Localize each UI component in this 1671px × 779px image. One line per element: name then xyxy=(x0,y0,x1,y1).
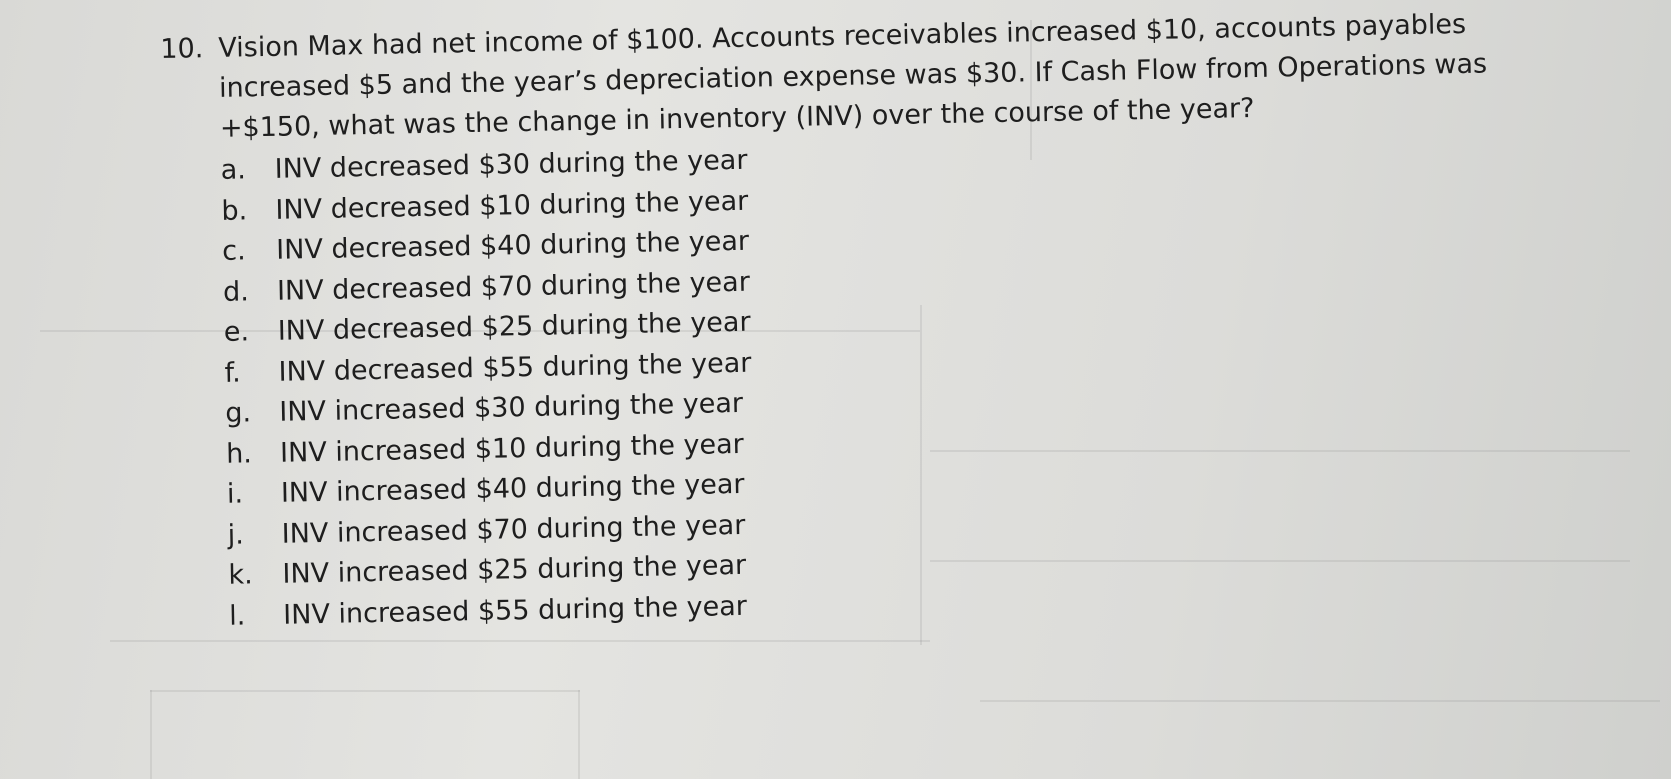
question-number: 10. xyxy=(160,33,204,65)
answer-options-list xyxy=(162,125,1571,638)
option-text: INV increased $30 during the year xyxy=(279,387,744,428)
option-text: INV decreased $55 during the year xyxy=(278,347,752,388)
option-letter: b. xyxy=(221,194,248,227)
option-text: INV increased $55 during the year xyxy=(282,590,748,631)
question-stem-line: Vision Max had net income of $100. Accounts receivables increased $10, accounts payables xyxy=(218,8,1467,64)
option-letter: c. xyxy=(221,235,246,267)
option-letter: a. xyxy=(220,154,247,186)
option-text: INV increased $70 during the year xyxy=(281,509,746,550)
question-stem-line: +$150, what was the change in inventory (INV) over the course of the year? xyxy=(219,93,1255,144)
question-stem-line: increased $5 and the year’s depreciation expense was $30. If Cash Flow from Operations was xyxy=(218,48,1488,104)
option-letter: g. xyxy=(225,397,252,429)
question-block xyxy=(160,3,1571,638)
option-text: INV decreased $70 during the year xyxy=(276,266,751,307)
bleed-through-line xyxy=(980,700,1660,702)
option-text: INV increased $25 during the year xyxy=(282,549,747,590)
option-text: INV decreased $10 during the year xyxy=(275,185,749,226)
bleed-through-line xyxy=(578,690,580,779)
option-letter: i. xyxy=(226,478,244,510)
option-letter: f. xyxy=(224,357,242,389)
option-letter: l. xyxy=(228,599,246,632)
bleed-through-line xyxy=(150,690,152,779)
option-letter: h. xyxy=(225,437,253,470)
bleed-through-line xyxy=(150,690,580,692)
option-letter: d. xyxy=(222,275,250,308)
option-letter: e. xyxy=(223,316,250,348)
bleed-through-line xyxy=(110,640,930,642)
option-text: INV decreased $40 during the year xyxy=(275,225,750,266)
option-text: INV increased $10 during the year xyxy=(279,428,745,469)
option-text: INV decreased $30 during the year xyxy=(274,144,748,185)
option-letter: k. xyxy=(228,559,253,591)
option-text: INV increased $40 during the year xyxy=(280,468,745,509)
question-stem xyxy=(160,3,1562,150)
option-letter: j. xyxy=(227,518,245,551)
option-text: INV decreased $25 during the year xyxy=(277,306,751,347)
